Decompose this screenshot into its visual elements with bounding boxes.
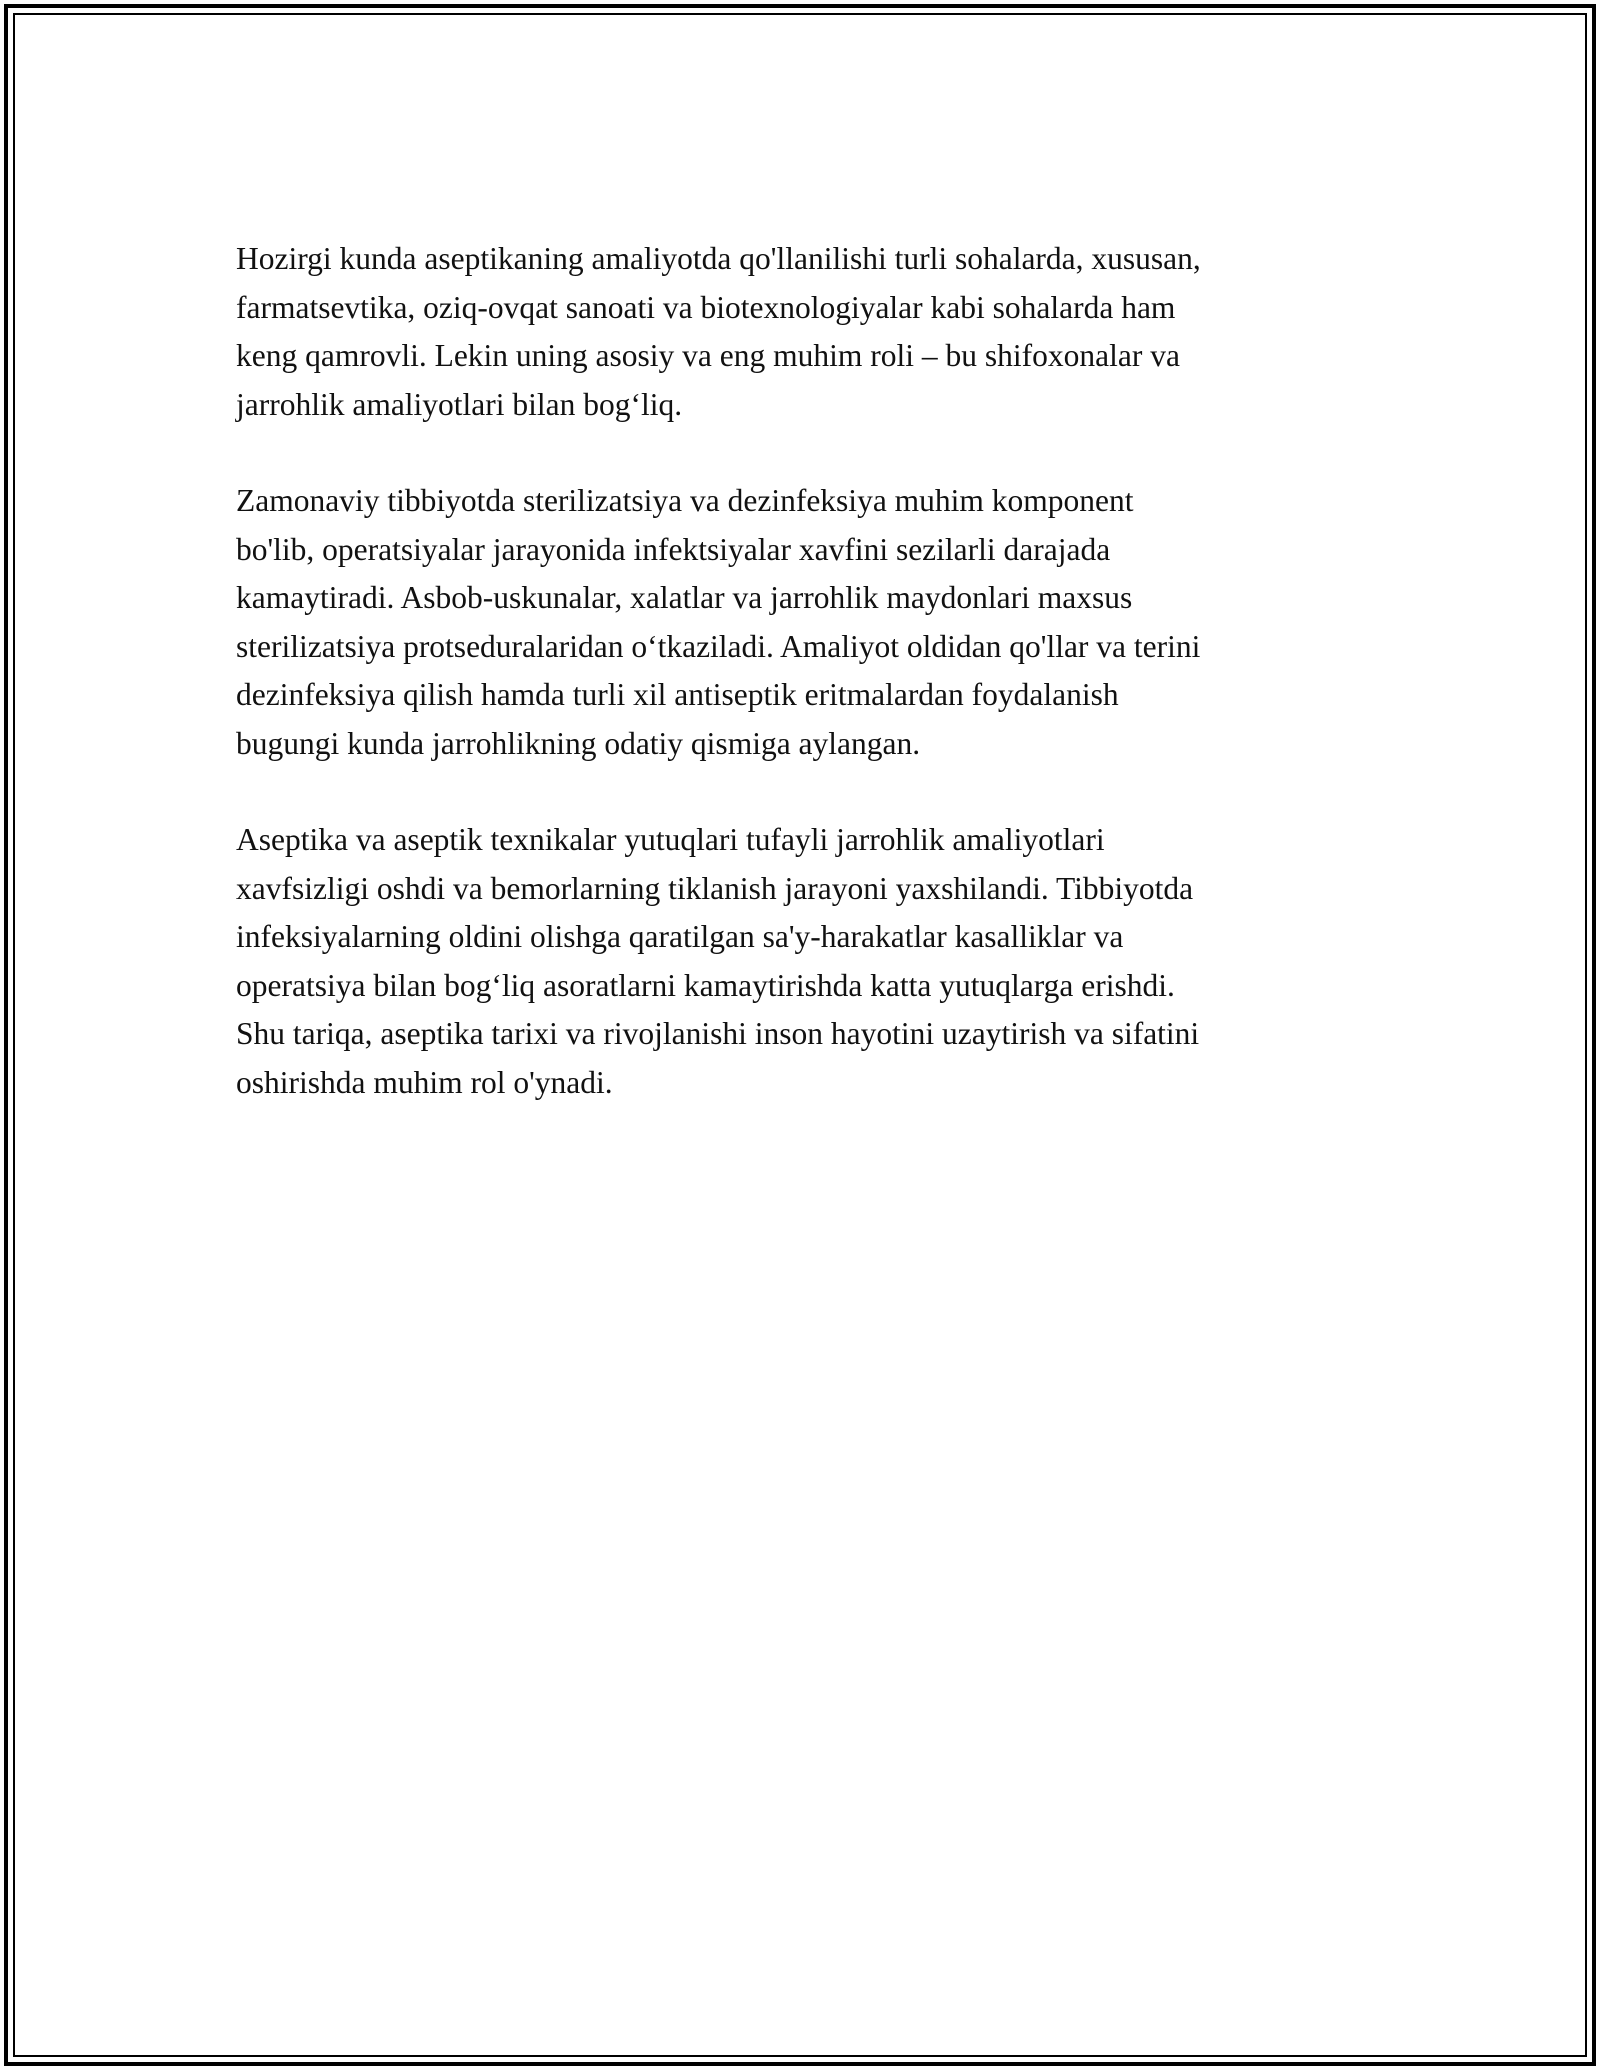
paragraph-line: Hozirgi kunda aseptikaning amaliyotda qo'llanilishi turli sohalarda, xususan, (236, 241, 1201, 276)
paragraph-line: Zamonaviy tibbiyotda sterilizatsiya va dezinfeksiya muhim komponent (236, 483, 1134, 518)
document-body (236, 235, 1371, 1107)
paragraph-line: Aseptika va aseptik texnikalar yutuqlari tufayli jarrohlik amaliyotlari (236, 822, 1105, 857)
paragraph-2 (236, 477, 1371, 768)
paragraph-line: xavfsizligi oshdi va bemorlarning tiklanish jarayoni yaxshilandi. Tibbiyotda (236, 870, 1194, 906)
paragraph-line: keng qamrovli. Lekin uning asosiy va eng muhim roli – bu shifoxonalar va (236, 338, 1180, 373)
paragraph-line: jarrohlik amaliyotlari bilan bog‘liq. (236, 386, 683, 422)
paragraph-line: farmatsevtika, oziq-ovqat sanoati va biotexnologiyalar kabi sohalarda ham (236, 289, 1176, 325)
paragraph-line: kamaytiradi. Asbob-uskunalar, xalatlar va jarrohlik maydonlari maxsus (236, 580, 1133, 615)
paragraph-1 (236, 235, 1371, 429)
paragraph-3 (236, 816, 1371, 1107)
paragraph-line: Shu tariqa, aseptika tarixi va rivojlanishi inson hayotini uzaytirish va sifatini (236, 1016, 1200, 1051)
paragraph-line: bugungi kunda jarrohlikning odatiy qismiga aylangan. (236, 725, 921, 761)
paragraph-line: infeksiyalarning oldini olishga qaratilgan sa'y-harakatlar kasalliklar va (236, 919, 1124, 954)
paragraph-line: dezinfeksiya qilish hamda turli xil antiseptik eritmalardan foydalanish (236, 677, 1119, 712)
paragraph-line: oshirishda muhim rol o'ynadi. (236, 1064, 613, 1100)
paragraph-line: operatsiya bilan bog‘liq asoratlarni kamaytirishda katta yutuqlarga erishdi. (236, 967, 1175, 1003)
paragraph-line: sterilizatsiya protseduralaridan o‘tkaziladi. Amaliyot oldidan qo'llar va terini (236, 628, 1201, 664)
paragraph-line: bo'lib, operatsiyalar jarayonida infektsiyalar xavfini sezilarli darajada (236, 531, 1111, 567)
